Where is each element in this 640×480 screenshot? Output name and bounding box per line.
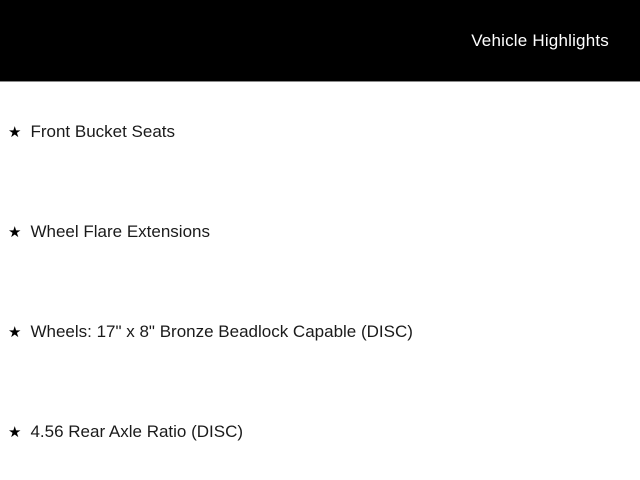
page-title: Vehicle Highlights xyxy=(471,30,609,50)
header-bar xyxy=(0,0,640,82)
list-item-label: 4.56 Rear Axle Ratio (DISC) xyxy=(30,422,244,441)
list-item xyxy=(0,182,640,282)
star-bullet-icon: ★ xyxy=(8,123,22,141)
star-bullet-icon: ★ xyxy=(8,223,22,241)
list-item xyxy=(0,282,640,382)
star-bullet-icon: ★ xyxy=(8,323,22,341)
list-item-label: Wheel Flare Extensions xyxy=(30,222,210,241)
highlights-list xyxy=(0,82,640,480)
list-item-label: Wheels: 17" x 8" Bronze Beadlock Capable (DISC) xyxy=(30,322,413,341)
list-item xyxy=(0,82,640,182)
star-bullet-icon: ★ xyxy=(8,423,22,441)
list-item-label: Front Bucket Seats xyxy=(30,122,176,141)
list-item xyxy=(0,382,640,480)
